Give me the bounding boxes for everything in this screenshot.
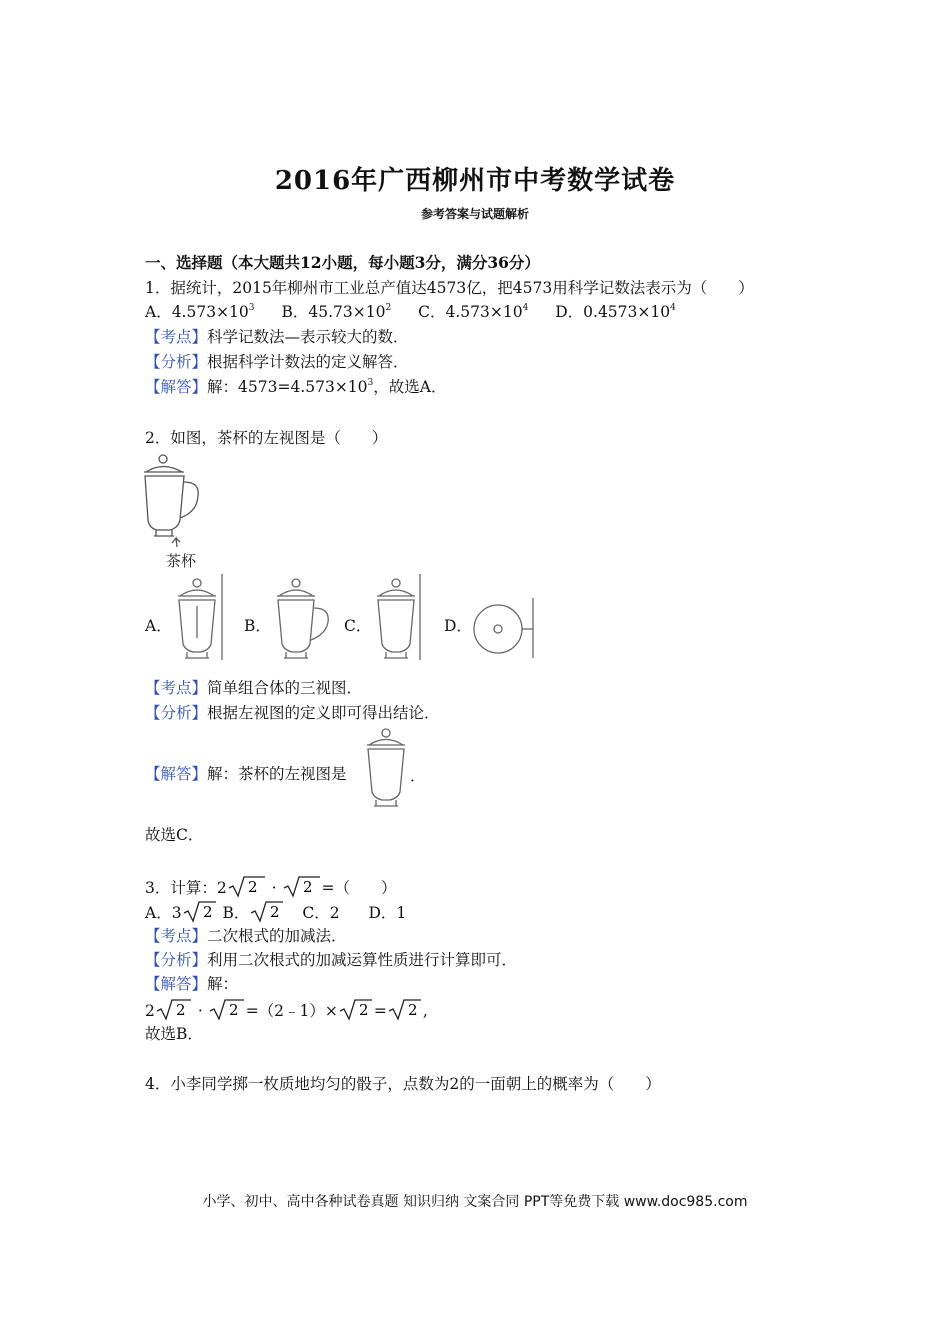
q2-option-a-label: A． <box>145 617 172 635</box>
q3-jieda: 【解答】解： <box>145 975 239 993</box>
q1-option-b: B．$45.73\times 10^2$ <box>281 303 392 321</box>
q2-jieda-end: ． <box>410 767 426 785</box>
teacup-label: 茶杯 <box>166 552 197 570</box>
sqrt-symbol <box>282 875 322 902</box>
q2-option-a-figure <box>170 574 225 662</box>
q2-answer-figure <box>360 726 412 812</box>
q2-option-b-label: B． <box>244 617 271 635</box>
svg-text:2: 2 <box>302 878 313 896</box>
svg-text:2: 2 <box>228 1001 239 1019</box>
q1-stem: 1．据统计，2015年柳州市工业总产值达4573亿，把4573用科学记数法表示为（ ） <box>145 279 754 297</box>
svg-text:2: 2 <box>270 903 280 921</box>
q3-options <box>145 900 406 927</box>
page-subtitle: 参考答案与试题解析 <box>420 207 529 221</box>
q2-option-c-figure <box>370 574 425 662</box>
page-title: 2016年广西柳州市中考数学试卷 <box>274 166 676 196</box>
svg-text:2: 2 <box>407 1001 418 1019</box>
q3-stem: 3．计算：2 2 · 2 =（ ） <box>145 875 397 902</box>
q3-option-a: A．3 2 <box>145 904 218 922</box>
q2-option-b-figure <box>270 574 332 662</box>
q1-fenxi: 【分析】根据科学计数法的定义解答． <box>145 353 409 371</box>
q1-kaodian: 【考点】科学记数法—表示较大的数． <box>145 328 409 346</box>
q2-option-d-figure <box>470 596 538 662</box>
q3-kaodian: 【考点】二次根式的加减法． <box>145 927 347 945</box>
svg-text:2: 2 <box>202 903 213 921</box>
q2-fenxi: 【分析】根据左视图的定义即可得出结论． <box>145 704 440 722</box>
svg-text:2: 2 <box>358 1001 369 1019</box>
q2-stem: 2．如图，茶杯的左视图是（ ） <box>145 429 388 447</box>
svg-text:2: 2 <box>247 878 258 896</box>
sqrt-symbol <box>227 875 267 902</box>
q3-option-b: B． 2 <box>223 904 286 922</box>
q3-fenxi: 【分析】利用二次根式的加减运算性质进行计算即可． <box>145 951 518 969</box>
q2-answer: 故选C． <box>145 826 204 844</box>
q2-jieda: 【解答】解：茶杯的左视图是 <box>145 765 347 783</box>
page-footer: 小学、初中、高中各种试卷真题 知识归纳 文案合同 PPT等免费下载 www.doc985.com <box>202 1194 748 1210</box>
section-heading: 一、选择题（本大题共12小题，每小题3分，满分36分） <box>145 253 540 272</box>
q3-calc: 2 2 · 2 =（2﹣1）× 2 = 2 , <box>145 1001 428 1020</box>
svg-text:2: 2 <box>175 1001 186 1019</box>
q2-option-c-label: C． <box>344 617 372 635</box>
q4-stem: 4．小李同学掷一枚质地均匀的骰子，点数为2的一面朝上的概率为（ ） <box>145 1075 661 1093</box>
q3-option-d: D．1 <box>368 904 407 922</box>
q1-options <box>145 302 698 322</box>
q3-option-c: C．2 <box>302 904 340 922</box>
q3-answer: 故选B． <box>145 1025 203 1043</box>
q1-option-a: A．$4.573\times 10^3$ <box>145 303 255 321</box>
q2-kaodian: 【考点】简单组合体的三视图． <box>145 679 363 697</box>
q2-option-d-label: D． <box>444 617 472 635</box>
q1-jieda: 【解答】解：$4573=4.573\times 10^3$，故选A． <box>145 378 447 396</box>
q1-option-d: D．$0.4573\times 10^4$ <box>555 303 676 321</box>
q1-option-c: C．$4.573\times 10^4$ <box>418 303 529 321</box>
